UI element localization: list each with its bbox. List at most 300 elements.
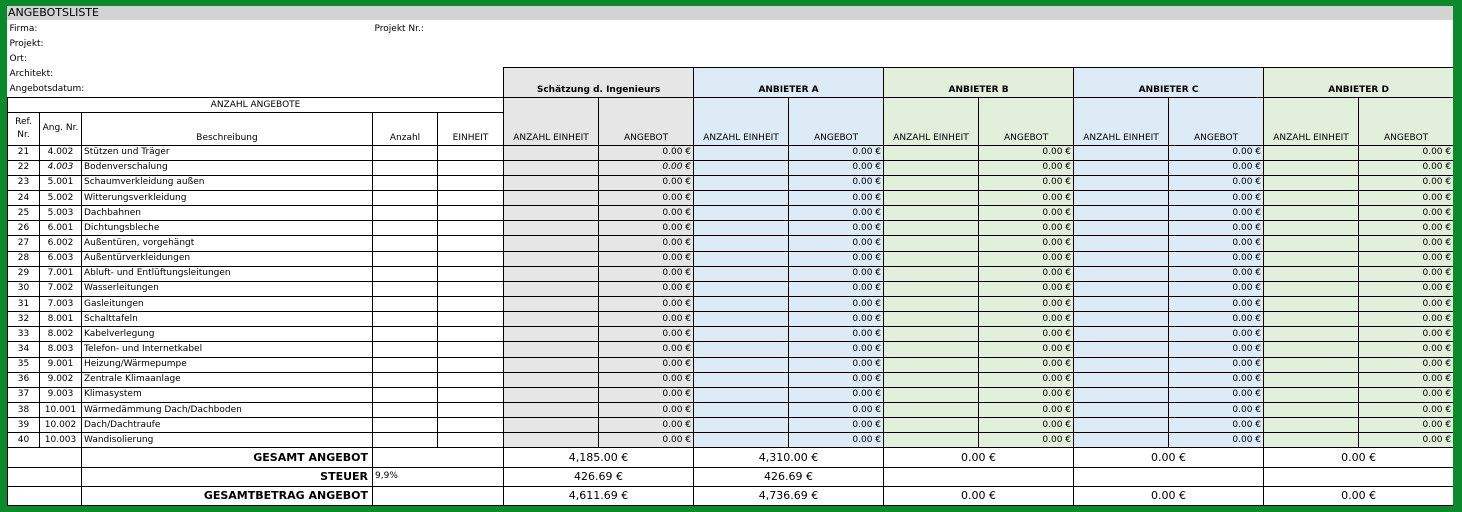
cell-ang[interactable]: 8.002 xyxy=(40,327,82,342)
cell-angebot[interactable]: 0.00 € xyxy=(1359,236,1453,251)
cell-einheit[interactable] xyxy=(438,221,504,236)
cell-anzahl[interactable] xyxy=(373,372,438,387)
total-gesamtbetrag-value[interactable]: 4,736.69 € xyxy=(694,486,884,505)
cell-anzahl-einheit[interactable] xyxy=(504,433,599,448)
cell-einheit[interactable] xyxy=(438,357,504,372)
cell-anzahl-einheit[interactable] xyxy=(504,342,599,357)
cell-einheit[interactable] xyxy=(438,403,504,418)
cell-angebot[interactable]: 0.00 € xyxy=(599,433,694,448)
cell-angebot[interactable]: 0.00 € xyxy=(789,403,884,418)
cell-angebot[interactable]: 0.00 € xyxy=(599,403,694,418)
cell-anzahl-einheit[interactable] xyxy=(694,387,789,402)
cell-angebot[interactable]: 0.00 € xyxy=(979,281,1074,296)
cell-einheit[interactable] xyxy=(438,266,504,281)
cell-anzahl-einheit[interactable] xyxy=(694,281,789,296)
cell-angebot[interactable]: 0.00 € xyxy=(979,342,1074,357)
cell-anzahl-einheit[interactable] xyxy=(884,357,979,372)
cell-angebot[interactable]: 0.00 € xyxy=(789,221,884,236)
cell-angebot[interactable]: 0.00 € xyxy=(1359,160,1453,175)
cell-anzahl-einheit[interactable] xyxy=(504,266,599,281)
cell-anzahl-einheit[interactable] xyxy=(504,251,599,266)
total-gesamtbetrag-value[interactable]: 0.00 € xyxy=(884,486,1074,505)
cell-beschreibung[interactable]: Telefon- und Internetkabel xyxy=(82,342,373,357)
cell-angebot[interactable]: 0.00 € xyxy=(1169,327,1264,342)
cell-anzahl-einheit[interactable] xyxy=(1264,221,1359,236)
ort-label[interactable]: Ort: xyxy=(9,54,27,65)
total-steuer-value[interactable] xyxy=(1264,467,1453,486)
cell-anzahl-einheit[interactable] xyxy=(504,145,599,160)
cell-beschreibung[interactable]: Außentüren, vorgehängt xyxy=(82,236,373,251)
cell-anzahl-einheit[interactable] xyxy=(694,221,789,236)
cell-anzahl-einheit[interactable] xyxy=(504,160,599,175)
cell-angebot[interactable]: 0.00 € xyxy=(1169,206,1264,221)
cell-anzahl-einheit[interactable] xyxy=(1264,433,1359,448)
cell-anzahl-einheit[interactable] xyxy=(504,357,599,372)
cell-angebot[interactable]: 0.00 € xyxy=(979,266,1074,281)
firma-label[interactable]: Firma: xyxy=(9,24,38,35)
cell-anzahl-einheit[interactable] xyxy=(1074,221,1169,236)
cell-anzahl-einheit[interactable] xyxy=(504,175,599,190)
cell-angebot[interactable]: 0.00 € xyxy=(1359,266,1453,281)
cell-anzahl[interactable] xyxy=(373,266,438,281)
cell-anzahl-einheit[interactable] xyxy=(884,342,979,357)
cell-anzahl[interactable] xyxy=(373,418,438,433)
cell-einheit[interactable] xyxy=(438,191,504,206)
cell-ref[interactable]: 27 xyxy=(8,236,40,251)
cell-einheit[interactable] xyxy=(438,297,504,312)
cell-angebot[interactable]: 0.00 € xyxy=(789,251,884,266)
cell-angebot[interactable]: 0.00 € xyxy=(599,191,694,206)
cell-anzahl-einheit[interactable] xyxy=(694,327,789,342)
cell-anzahl-einheit[interactable] xyxy=(884,266,979,281)
total-steuer-value[interactable]: 426.69 € xyxy=(694,467,884,486)
cell-anzahl[interactable] xyxy=(373,251,438,266)
cell-anzahl-einheit[interactable] xyxy=(504,387,599,402)
cell-angebot[interactable]: 0.00 € xyxy=(1169,281,1264,296)
cell-angebot[interactable]: 0.00 € xyxy=(789,160,884,175)
cell-ang[interactable]: 8.003 xyxy=(40,342,82,357)
cell-angebot[interactable]: 0.00 € xyxy=(599,357,694,372)
cell-anzahl-einheit[interactable] xyxy=(1074,281,1169,296)
cell-anzahl-einheit[interactable] xyxy=(1264,175,1359,190)
cell-anzahl-einheit[interactable] xyxy=(1074,175,1169,190)
cell-angebot[interactable]: 0.00 € xyxy=(1169,418,1264,433)
cell-angebot[interactable]: 0.00 € xyxy=(599,251,694,266)
cell-anzahl-einheit[interactable] xyxy=(694,342,789,357)
cell-angebot[interactable]: 0.00 € xyxy=(979,206,1074,221)
cell-angebot[interactable]: 0.00 € xyxy=(1169,221,1264,236)
cell-anzahl-einheit[interactable] xyxy=(1264,297,1359,312)
cell-anzahl-einheit[interactable] xyxy=(694,175,789,190)
cell-anzahl[interactable] xyxy=(373,327,438,342)
cell-anzahl-einheit[interactable] xyxy=(1264,251,1359,266)
cell-anzahl[interactable] xyxy=(373,281,438,296)
cell-einheit[interactable] xyxy=(438,418,504,433)
cell-ang[interactable]: 6.001 xyxy=(40,221,82,236)
cell-anzahl[interactable] xyxy=(373,403,438,418)
cell-anzahl-einheit[interactable] xyxy=(1264,312,1359,327)
cell-anzahl-einheit[interactable] xyxy=(1264,357,1359,372)
cell-anzahl-einheit[interactable] xyxy=(1264,206,1359,221)
cell-anzahl[interactable] xyxy=(373,175,438,190)
cell-ref[interactable]: 34 xyxy=(8,342,40,357)
cell-anzahl-einheit[interactable] xyxy=(504,403,599,418)
cell-angebot[interactable]: 0.00 € xyxy=(1359,297,1453,312)
cell-anzahl-einheit[interactable] xyxy=(884,403,979,418)
cell-angebot[interactable]: 0.00 € xyxy=(979,251,1074,266)
cell-beschreibung[interactable]: Zentrale Klimaanlage xyxy=(82,372,373,387)
cell-anzahl-einheit[interactable] xyxy=(884,418,979,433)
cell-angebot[interactable]: 0.00 € xyxy=(789,342,884,357)
cell-angebot[interactable]: 0.00 € xyxy=(979,418,1074,433)
cell-beschreibung[interactable]: Wasserleitungen xyxy=(82,281,373,296)
cell-anzahl-einheit[interactable] xyxy=(694,372,789,387)
cell-anzahl-einheit[interactable] xyxy=(1074,372,1169,387)
cell-anzahl-einheit[interactable] xyxy=(504,236,599,251)
cell-beschreibung[interactable]: Gasleitungen xyxy=(82,297,373,312)
cell-angebot[interactable]: 0.00 € xyxy=(1169,387,1264,402)
cell-ang[interactable]: 5.002 xyxy=(40,191,82,206)
cell-einheit[interactable] xyxy=(438,433,504,448)
cell-beschreibung[interactable]: Schaumverkleidung außen xyxy=(82,175,373,190)
cell-anzahl-einheit[interactable] xyxy=(694,251,789,266)
cell-angebot[interactable]: 0.00 € xyxy=(1169,251,1264,266)
cell-anzahl-einheit[interactable] xyxy=(884,206,979,221)
cell-beschreibung[interactable]: Klimasystem xyxy=(82,387,373,402)
cell-anzahl-einheit[interactable] xyxy=(694,266,789,281)
cell-angebot[interactable]: 0.00 € xyxy=(789,357,884,372)
cell-beschreibung[interactable]: Abluft- und Entlüftungsleitungen xyxy=(82,266,373,281)
cell-angebot[interactable]: 0.00 € xyxy=(1169,403,1264,418)
cell-anzahl-einheit[interactable] xyxy=(884,281,979,296)
cell-anzahl-einheit[interactable] xyxy=(884,327,979,342)
cell-anzahl-einheit[interactable] xyxy=(1074,403,1169,418)
cell-angebot[interactable]: 0.00 € xyxy=(1359,312,1453,327)
cell-angebot[interactable]: 0.00 € xyxy=(979,403,1074,418)
cell-angebot[interactable]: 0.00 € xyxy=(599,342,694,357)
cell-anzahl-einheit[interactable] xyxy=(884,387,979,402)
total-gesamt-value[interactable]: 0.00 € xyxy=(1074,448,1264,467)
cell-angebot[interactable]: 0.00 € xyxy=(789,266,884,281)
cell-einheit[interactable] xyxy=(438,251,504,266)
cell-einheit[interactable] xyxy=(438,236,504,251)
cell-anzahl[interactable] xyxy=(373,236,438,251)
total-gesamtbetrag-value[interactable]: 0.00 € xyxy=(1264,486,1453,505)
cell-angebot[interactable]: 0.00 € xyxy=(1169,145,1264,160)
cell-ang[interactable]: 8.001 xyxy=(40,312,82,327)
cell-angebot[interactable]: 0.00 € xyxy=(1169,297,1264,312)
cell-anzahl-einheit[interactable] xyxy=(884,221,979,236)
cell-angebot[interactable]: 0.00 € xyxy=(979,236,1074,251)
cell-anzahl-einheit[interactable] xyxy=(884,160,979,175)
cell-einheit[interactable] xyxy=(438,175,504,190)
cell-anzahl-einheit[interactable] xyxy=(884,297,979,312)
cell-anzahl-einheit[interactable] xyxy=(504,327,599,342)
cell-angebot[interactable]: 0.00 € xyxy=(1169,312,1264,327)
cell-anzahl-einheit[interactable] xyxy=(504,312,599,327)
cell-ref[interactable]: 31 xyxy=(8,297,40,312)
cell-beschreibung[interactable]: Dach/Dachtraufe xyxy=(82,418,373,433)
total-gesamt-value[interactable]: 4,310.00 € xyxy=(694,448,884,467)
cell-angebot[interactable]: 0.00 € xyxy=(979,191,1074,206)
cell-beschreibung[interactable]: Wärmedämmung Dach/Dachboden xyxy=(82,403,373,418)
cell-angebot[interactable]: 0.00 € xyxy=(599,297,694,312)
cell-angebot[interactable]: 0.00 € xyxy=(599,145,694,160)
cell-anzahl-einheit[interactable] xyxy=(504,221,599,236)
cell-angebot[interactable]: 0.00 € xyxy=(1359,372,1453,387)
cell-angebot[interactable]: 0.00 € xyxy=(1359,251,1453,266)
cell-beschreibung[interactable]: Kabelverlegung xyxy=(82,327,373,342)
cell-anzahl-einheit[interactable] xyxy=(884,191,979,206)
cell-angebot[interactable]: 0.00 € xyxy=(789,206,884,221)
projekt-nr-label[interactable]: Projekt Nr.: xyxy=(374,24,424,35)
cell-angebot[interactable]: 0.00 € xyxy=(1169,433,1264,448)
cell-beschreibung[interactable]: Heizung/Wärmepumpe xyxy=(82,357,373,372)
cell-angebot[interactable]: 0.00 € xyxy=(599,281,694,296)
cell-anzahl-einheit[interactable] xyxy=(1264,372,1359,387)
cell-anzahl[interactable] xyxy=(373,221,438,236)
cell-angebot[interactable]: 0.00 € xyxy=(979,433,1074,448)
cell-ref[interactable]: 22 xyxy=(8,160,40,175)
cell-anzahl-einheit[interactable] xyxy=(884,372,979,387)
cell-anzahl-einheit[interactable] xyxy=(1074,433,1169,448)
cell-angebot[interactable]: 0.00 € xyxy=(789,191,884,206)
cell-anzahl-einheit[interactable] xyxy=(884,236,979,251)
cell-angebot[interactable]: 0.00 € xyxy=(599,236,694,251)
cell-beschreibung[interactable]: Wandisolierung xyxy=(82,433,373,448)
cell-anzahl-einheit[interactable] xyxy=(884,145,979,160)
cell-angebot[interactable]: 0.00 € xyxy=(1359,433,1453,448)
cell-ang[interactable]: 4.002 xyxy=(40,145,82,160)
cell-anzahl[interactable] xyxy=(373,433,438,448)
architekt-label[interactable]: Architekt: xyxy=(9,69,54,80)
cell-ref[interactable]: 32 xyxy=(8,312,40,327)
cell-anzahl-einheit[interactable] xyxy=(1264,418,1359,433)
cell-angebot[interactable]: 0.00 € xyxy=(979,357,1074,372)
cell-angebot[interactable]: 0.00 € xyxy=(789,387,884,402)
cell-angebot[interactable]: 0.00 € xyxy=(1359,206,1453,221)
cell-beschreibung[interactable]: Witterungsverkleidung xyxy=(82,191,373,206)
cell-ref[interactable]: 40 xyxy=(8,433,40,448)
cell-angebot[interactable]: 0.00 € xyxy=(979,372,1074,387)
cell-anzahl-einheit[interactable] xyxy=(1074,145,1169,160)
group-header-4[interactable]: ANBIETER D xyxy=(1264,67,1453,97)
cell-ang[interactable]: 9.003 xyxy=(40,387,82,402)
cell-angebot[interactable]: 0.00 € xyxy=(1359,342,1453,357)
cell-beschreibung[interactable]: Dichtungsbleche xyxy=(82,221,373,236)
cell-angebot[interactable]: 0.00 € xyxy=(599,387,694,402)
cell-angebot[interactable]: 0.00 € xyxy=(599,175,694,190)
cell-anzahl-einheit[interactable] xyxy=(1264,236,1359,251)
cell-angebot[interactable]: 0.00 € xyxy=(979,312,1074,327)
cell-angebot[interactable]: 0.00 € xyxy=(1359,281,1453,296)
cell-anzahl-einheit[interactable] xyxy=(694,418,789,433)
cell-ref[interactable]: 38 xyxy=(8,403,40,418)
cell-anzahl-einheit[interactable] xyxy=(1074,206,1169,221)
cell-anzahl-einheit[interactable] xyxy=(504,191,599,206)
cell-angebot[interactable]: 0.00 € xyxy=(789,312,884,327)
cell-ang[interactable]: 9.001 xyxy=(40,357,82,372)
cell-anzahl[interactable] xyxy=(373,191,438,206)
cell-angebot[interactable]: 0.00 € xyxy=(789,418,884,433)
cell-anzahl-einheit[interactable] xyxy=(694,206,789,221)
cell-ang[interactable]: 4.003 xyxy=(40,160,82,175)
cell-ang[interactable]: 6.003 xyxy=(40,251,82,266)
cell-anzahl-einheit[interactable] xyxy=(1264,160,1359,175)
cell-ref[interactable]: 24 xyxy=(8,191,40,206)
total-steuer-value[interactable] xyxy=(1074,467,1264,486)
cell-angebot[interactable]: 0.00 € xyxy=(1359,175,1453,190)
cell-anzahl-einheit[interactable] xyxy=(694,191,789,206)
cell-anzahl-einheit[interactable] xyxy=(1074,266,1169,281)
cell-angebot[interactable]: 0.00 € xyxy=(1169,175,1264,190)
cell-anzahl-einheit[interactable] xyxy=(1264,281,1359,296)
cell-anzahl-einheit[interactable] xyxy=(1074,191,1169,206)
cell-ang[interactable]: 10.001 xyxy=(40,403,82,418)
cell-ang[interactable]: 5.001 xyxy=(40,175,82,190)
cell-anzahl-einheit[interactable] xyxy=(1074,387,1169,402)
cell-angebot[interactable]: 0.00 € xyxy=(1169,160,1264,175)
cell-anzahl-einheit[interactable] xyxy=(884,251,979,266)
cell-anzahl[interactable] xyxy=(373,297,438,312)
cell-ref[interactable]: 26 xyxy=(8,221,40,236)
cell-angebot[interactable]: 0.00 € xyxy=(789,433,884,448)
cell-angebot[interactable]: 0.00 € xyxy=(599,266,694,281)
cell-ref[interactable]: 25 xyxy=(8,206,40,221)
cell-anzahl-einheit[interactable] xyxy=(694,312,789,327)
datum-label[interactable]: Angebotsdatum: xyxy=(8,83,504,98)
cell-anzahl[interactable] xyxy=(373,357,438,372)
group-header-1[interactable]: ANBIETER A xyxy=(694,67,884,97)
cell-anzahl[interactable] xyxy=(373,342,438,357)
cell-anzahl-einheit[interactable] xyxy=(694,357,789,372)
cell-anzahl[interactable] xyxy=(373,206,438,221)
cell-anzahl-einheit[interactable] xyxy=(1264,266,1359,281)
cell-anzahl-einheit[interactable] xyxy=(1074,327,1169,342)
cell-ref[interactable]: 21 xyxy=(8,145,40,160)
cell-angebot[interactable]: 0.00 € xyxy=(979,327,1074,342)
total-gesamtbetrag-value[interactable]: 4,611.69 € xyxy=(504,486,694,505)
cell-anzahl-einheit[interactable] xyxy=(1074,236,1169,251)
cell-anzahl-einheit[interactable] xyxy=(504,418,599,433)
cell-einheit[interactable] xyxy=(438,281,504,296)
cell-ref[interactable]: 28 xyxy=(8,251,40,266)
cell-angebot[interactable]: 0.00 € xyxy=(599,372,694,387)
cell-einheit[interactable] xyxy=(438,206,504,221)
cell-angebot[interactable]: 0.00 € xyxy=(599,418,694,433)
cell-ang[interactable]: 10.003 xyxy=(40,433,82,448)
cell-beschreibung[interactable]: Dachbahnen xyxy=(82,206,373,221)
cell-ref[interactable]: 36 xyxy=(8,372,40,387)
cell-angebot[interactable]: 0.00 € xyxy=(1359,221,1453,236)
cell-einheit[interactable] xyxy=(438,342,504,357)
cell-angebot[interactable]: 0.00 € xyxy=(789,145,884,160)
projekt-label[interactable]: Projekt: xyxy=(9,39,44,50)
cell-ref[interactable]: 33 xyxy=(8,327,40,342)
total-steuer-value[interactable] xyxy=(884,467,1074,486)
cell-angebot[interactable]: 0.00 € xyxy=(789,175,884,190)
cell-angebot[interactable]: 0.00 € xyxy=(1359,387,1453,402)
cell-anzahl-einheit[interactable] xyxy=(504,206,599,221)
cell-anzahl-einheit[interactable] xyxy=(884,433,979,448)
cell-angebot[interactable]: 0.00 € xyxy=(1359,418,1453,433)
cell-einheit[interactable] xyxy=(438,372,504,387)
cell-ref[interactable]: 39 xyxy=(8,418,40,433)
cell-angebot[interactable]: 0.00 € xyxy=(979,160,1074,175)
cell-angebot[interactable]: 0.00 € xyxy=(1359,145,1453,160)
cell-anzahl-einheit[interactable] xyxy=(504,372,599,387)
cell-ang[interactable]: 9.002 xyxy=(40,372,82,387)
cell-einheit[interactable] xyxy=(438,160,504,175)
cell-angebot[interactable]: 0.00 € xyxy=(599,206,694,221)
cell-ref[interactable]: 23 xyxy=(8,175,40,190)
cell-einheit[interactable] xyxy=(438,387,504,402)
cell-angebot[interactable]: 0.00 € xyxy=(979,387,1074,402)
cell-angebot[interactable]: 0.00 € xyxy=(1359,357,1453,372)
cell-ang[interactable]: 7.001 xyxy=(40,266,82,281)
cell-anzahl-einheit[interactable] xyxy=(504,297,599,312)
cell-anzahl-einheit[interactable] xyxy=(1264,387,1359,402)
cell-ang[interactable]: 7.003 xyxy=(40,297,82,312)
cell-anzahl-einheit[interactable] xyxy=(1074,160,1169,175)
cell-einheit[interactable] xyxy=(438,327,504,342)
cell-ang[interactable]: 6.002 xyxy=(40,236,82,251)
cell-anzahl-einheit[interactable] xyxy=(694,236,789,251)
cell-anzahl-einheit[interactable] xyxy=(884,312,979,327)
cell-anzahl[interactable] xyxy=(373,312,438,327)
cell-angebot[interactable]: 0.00 € xyxy=(789,236,884,251)
total-gesamtbetrag-value[interactable]: 0.00 € xyxy=(1074,486,1264,505)
cell-angebot[interactable]: 0.00 € xyxy=(1359,327,1453,342)
total-steuer-value[interactable]: 426.69 € xyxy=(504,467,694,486)
cell-ang[interactable]: 7.002 xyxy=(40,281,82,296)
cell-angebot[interactable]: 0.00 € xyxy=(979,221,1074,236)
cell-ref[interactable]: 29 xyxy=(8,266,40,281)
cell-angebot[interactable]: 0.00 € xyxy=(789,327,884,342)
cell-anzahl-einheit[interactable] xyxy=(1264,145,1359,160)
cell-angebot[interactable]: 0.00 € xyxy=(789,372,884,387)
cell-angebot[interactable]: 0.00 € xyxy=(789,297,884,312)
cell-angebot[interactable]: 0.00 € xyxy=(599,160,694,175)
cell-angebot[interactable]: 0.00 € xyxy=(979,145,1074,160)
cell-beschreibung[interactable]: Stützen und Träger xyxy=(82,145,373,160)
cell-anzahl-einheit[interactable] xyxy=(1264,191,1359,206)
cell-anzahl-einheit[interactable] xyxy=(1074,357,1169,372)
cell-angebot[interactable]: 0.00 € xyxy=(979,175,1074,190)
cell-ref[interactable]: 35 xyxy=(8,357,40,372)
cell-angebot[interactable]: 0.00 € xyxy=(789,281,884,296)
cell-anzahl-einheit[interactable] xyxy=(504,281,599,296)
cell-ang[interactable]: 5.003 xyxy=(40,206,82,221)
cell-angebot[interactable]: 0.00 € xyxy=(1169,191,1264,206)
cell-anzahl-einheit[interactable] xyxy=(884,175,979,190)
cell-angebot[interactable]: 0.00 € xyxy=(1169,342,1264,357)
cell-anzahl-einheit[interactable] xyxy=(1074,297,1169,312)
cell-anzahl-einheit[interactable] xyxy=(694,160,789,175)
group-header-3[interactable]: ANBIETER C xyxy=(1074,67,1264,97)
cell-beschreibung[interactable]: Schalttafeln xyxy=(82,312,373,327)
cell-angebot[interactable]: 0.00 € xyxy=(1359,403,1453,418)
cell-angebot[interactable]: 0.00 € xyxy=(599,221,694,236)
steuer-rate[interactable]: 9,9% xyxy=(373,467,504,486)
cell-anzahl-einheit[interactable] xyxy=(1074,251,1169,266)
total-gesamt-value[interactable]: 0.00 € xyxy=(1264,448,1453,467)
cell-ref[interactable]: 30 xyxy=(8,281,40,296)
total-gesamt-value[interactable]: 0.00 € xyxy=(884,448,1074,467)
cell-beschreibung[interactable]: Bodenverschalung xyxy=(82,160,373,175)
cell-angebot[interactable]: 0.00 € xyxy=(599,327,694,342)
cell-ang[interactable]: 10.002 xyxy=(40,418,82,433)
